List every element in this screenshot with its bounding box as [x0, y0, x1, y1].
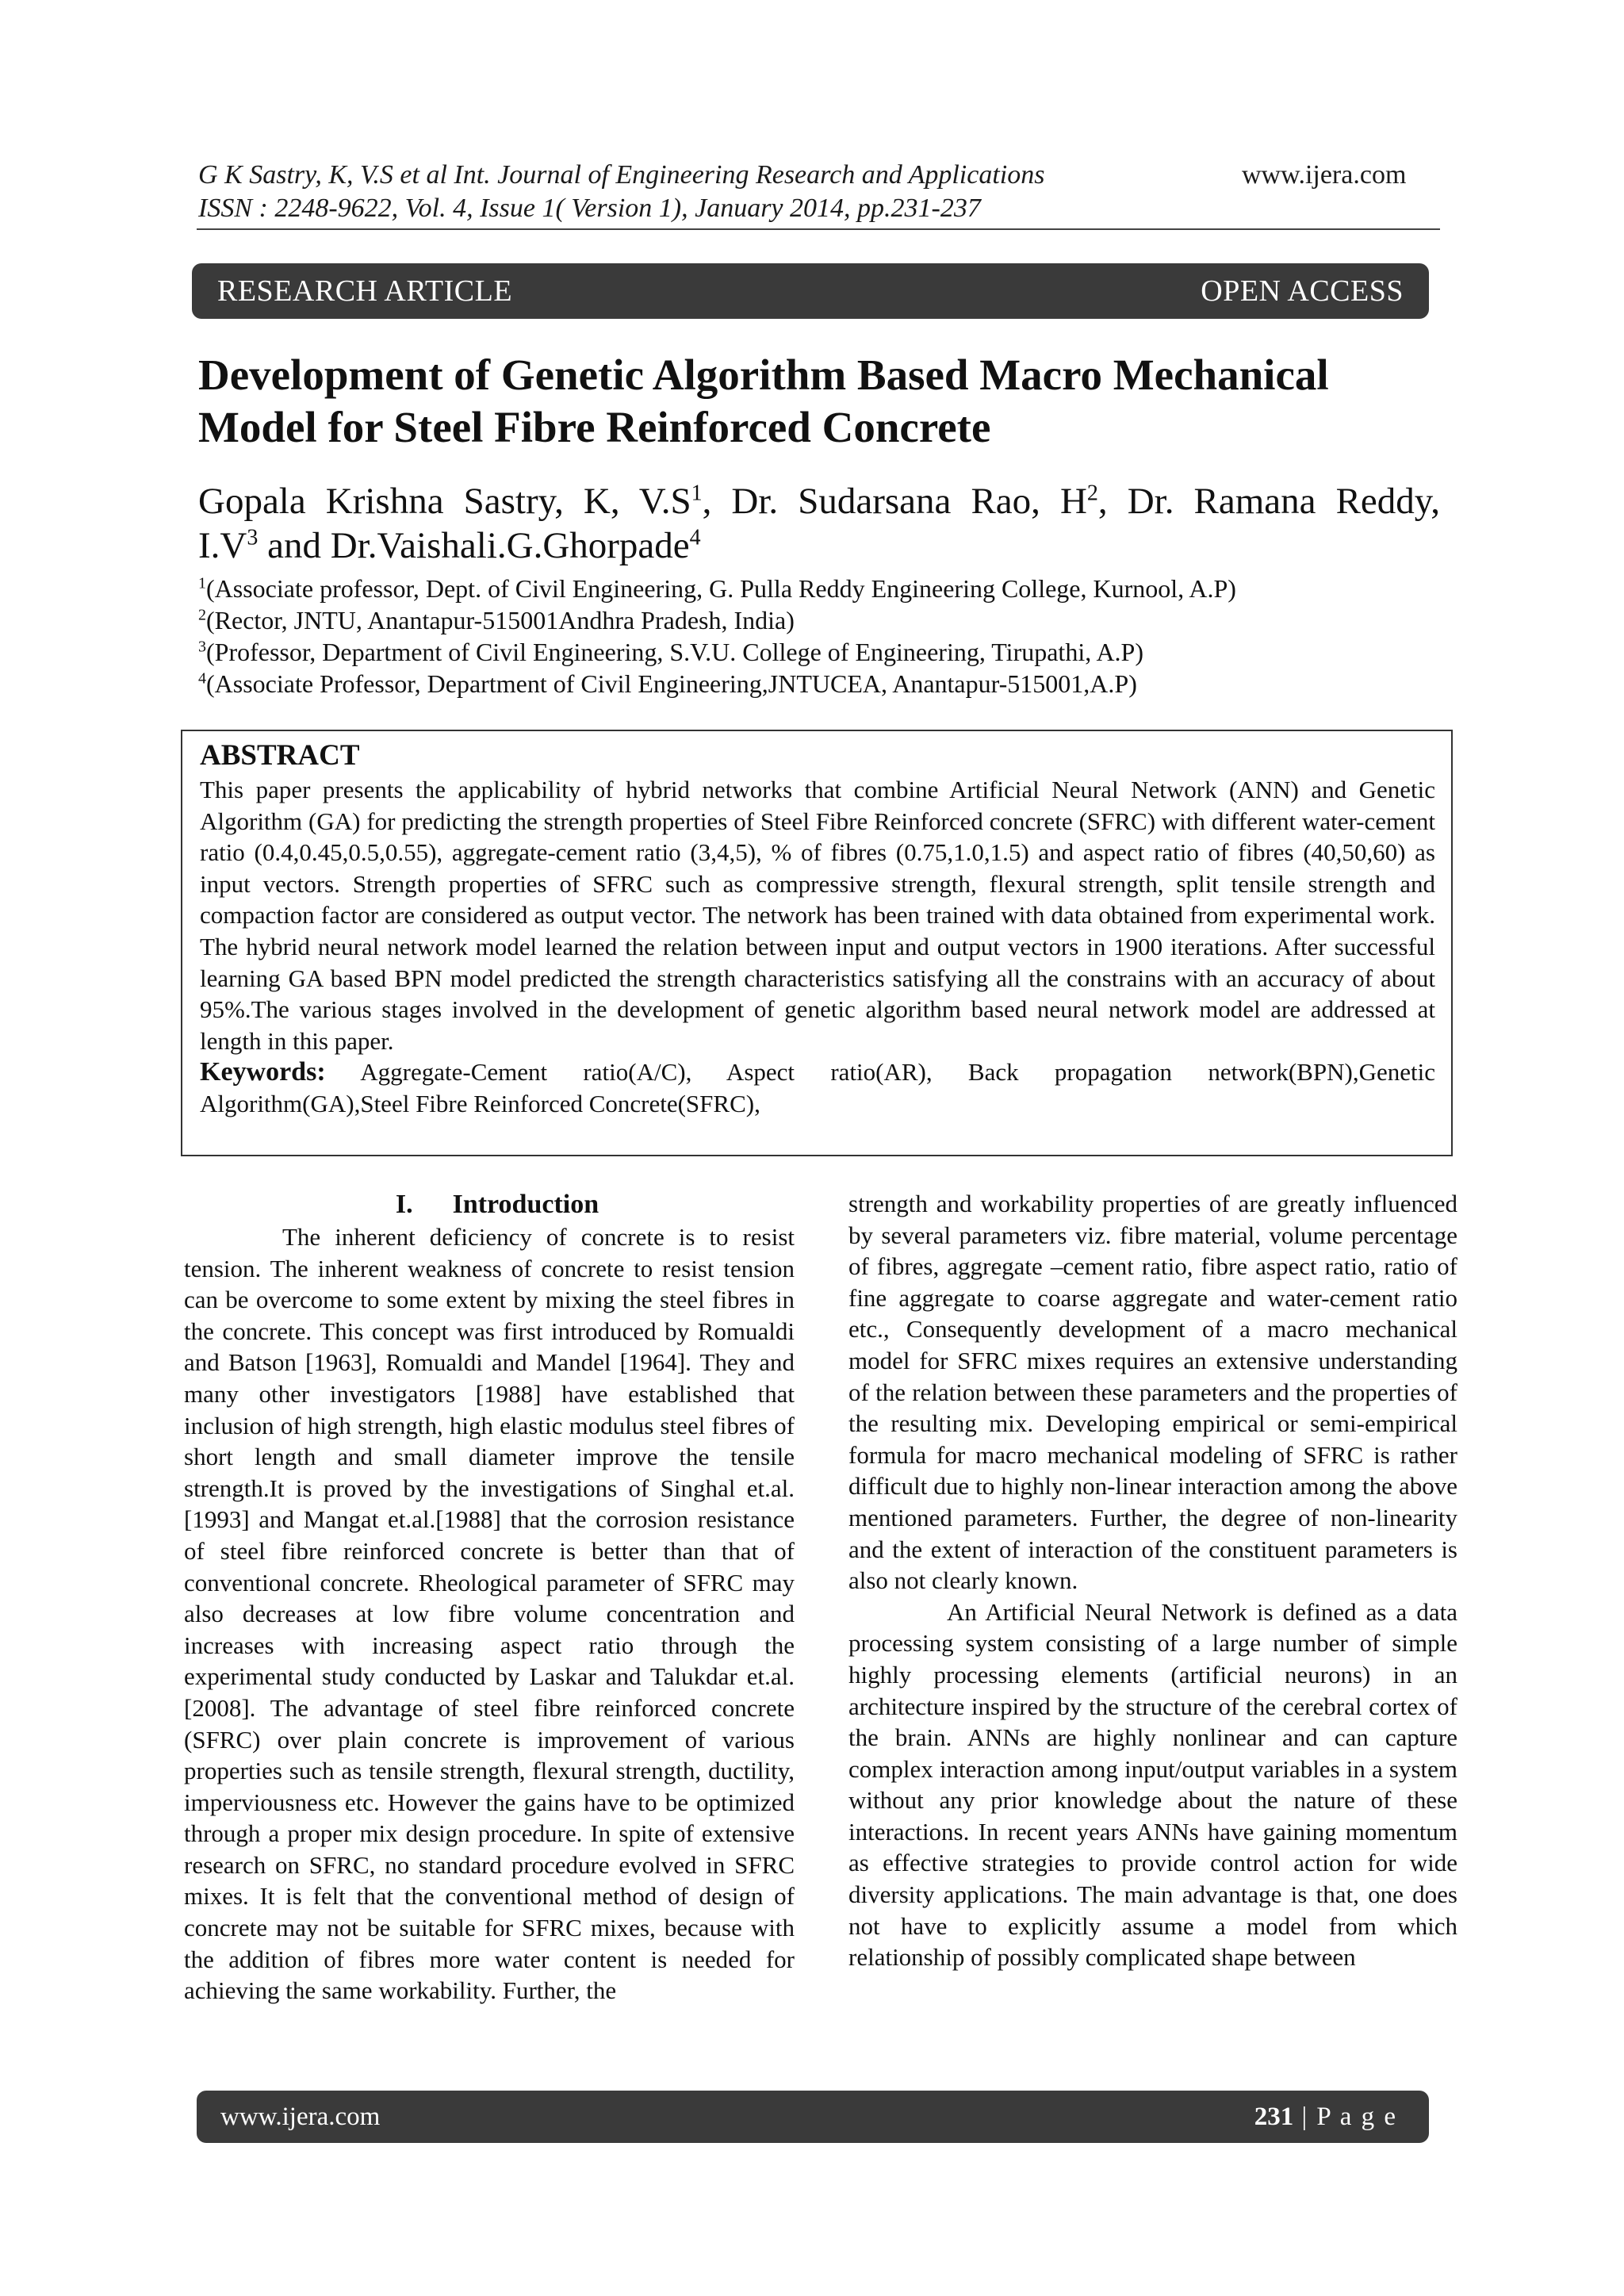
author-line2 [198, 525, 701, 566]
page-label: | P a g e [1293, 2102, 1397, 2131]
page-number: 231 [1254, 2102, 1294, 2131]
article-type-banner [192, 263, 1429, 319]
keywords-text: Aggregate-Cement ratio(A/C), Aspect ratio(AR), Back propagation network(BPN),Genetic Algorithm(GA),Steel Fibre Reinforced Concrete(SFRC), [200, 1058, 1435, 1117]
keywords-label: Keywords: [200, 1057, 326, 1087]
left-column [184, 1188, 795, 2007]
author-4: and Dr.Vaishali.G.Ghorpade [258, 525, 690, 566]
footer-url: www.ijera.com [220, 2102, 381, 2131]
author-2-affil-mark: 2 [1086, 481, 1098, 506]
paper-title-line2: Model for Steel Fibre Reinforced Concrete [198, 403, 991, 451]
section-title: Introduction [452, 1190, 599, 1219]
author-2: , Dr. Sudarsana Rao, H [702, 481, 1087, 522]
affiliation-number: 3 [198, 638, 206, 656]
section-heading [184, 1188, 795, 1221]
author-1-affil-mark: 1 [691, 481, 703, 506]
affiliation-item [198, 604, 1440, 636]
intro-paragraph-3: An Artificial Neural Network is defined as a data processing system consisting of a large number of simple highly processing elements (artificial neurons) in an architecture inspired by the structure of the cerebral cortex of the brain. ANNs are highly nonlinear and can capture complex interaction among input/output variables in a system without any prior knowledge about the nature of these interactions. In recent years ANNs have gaining momentum as effective strategies to provide control action for wide diversity applications. The main advantage is that, one does not have to explicitly assume a model from which relationship of possibly complicated shape between [848, 1597, 1457, 1972]
author-3-initials: I.V [198, 525, 247, 566]
affiliation-text: (Professor, Department of Civil Engineering, S.V.U. College of Engineering, Tirupathi, A.P) [206, 638, 1143, 666]
journal-citation-line2: ISSN : 2248-9622, Vol. 4, Issue 1( Version 1), January 2014, pp.231-237 [198, 194, 981, 223]
affiliation-number: 4 [198, 669, 206, 688]
affiliation-item [198, 573, 1440, 604]
affiliation-number: 1 [198, 574, 206, 592]
footer-page [1254, 2100, 1397, 2133]
paper-title-line1: Development of Genetic Algorithm Based Macro Mechanical [198, 351, 1329, 399]
research-article-label: RESEARCH ARTICLE [217, 274, 513, 308]
affiliation-item [198, 636, 1440, 668]
page-footer [197, 2091, 1429, 2143]
open-access-label: OPEN ACCESS [1201, 274, 1404, 308]
author-line1 [198, 479, 1440, 523]
keywords [200, 1056, 1435, 1119]
author-1: Gopala Krishna Sastry, K, V.S [198, 481, 691, 522]
header-url: www.ijera.com [1242, 160, 1407, 190]
intro-paragraph-1: The inherent deficiency of concrete is to resist tension. The inherent weakness of concrete to resist tension can be overcome to some extent by mixing the steel fibres in the concrete. This concept was first introduced by Romualdi and Batson [1963], Romualdi and Mandel [1964]. They and many other investigators [1988] have established that inclusion of high strength, high elastic modulus steel fibres of short length and small diameter improve the tensile strength.It is proved by the investigations of Singhal et.al. [1993] and Mangat et.al.[1988] that the corrosion resistance of steel fibre reinforced concrete is better than that of conventional concrete. Rheological parameter of SFRC may also decreases at low fibre volume concentration and increases with increasing aspect ratio through the experimental study conducted by Laskar and Talukdar et.al.[2008]. The advantage of steel fibre reinforced concrete (SFRC) over plain concrete is improvement of various properties such as tensile strength, flexural strength, ductility, imperviousness etc. However the gains have to be optimized through a proper mix design procedure. In spite of extensive research on SFRC, no standard procedure evolved in SFRC mixes. It is felt that the conventional method of design of concrete may not be suitable for SFRC mixes, because with the addition of fibres more water content is needed for achieving the same workability. Further, the [184, 1223, 795, 2005]
affiliation-number: 2 [198, 606, 206, 624]
header-rule [197, 228, 1440, 230]
affiliation-text: (Associate professor, Dept. of Civil Engineering, G. Pulla Reddy Engineering College, Kurnool, A.P) [206, 574, 1236, 603]
intro-paragraph-2: strength and workability properties of are greatly influenced by several parameters viz. fibre material, volume percentage of fibres, aggregate –cement ratio, fibre aspect ratio, ratio of fine aggregate to coarse aggregate and water-cement ratio etc., Consequently development of a macro mechanical model for SFRC mixes requires an extensive understanding of the relation between these parameters and the properties of the resulting mix. Developing empirical or semi-empirical formula for macro mechanical modeling of SFRC is rather difficult due to highly non-linear interaction among the above mentioned parameters. Further, the degree of non-linearity and the extent of interaction of the constituent parameters is also not clearly known. [848, 1190, 1457, 1595]
right-column [848, 1188, 1457, 1973]
abstract-text: This paper presents the applicability of hybrid networks that combine Artificial Neural Network (ANN) and Genetic Algorithm (GA) for predicting the strength properties of Steel Fibre Reinforced concrete (SFRC) with different water-cement ratio (0.4,0.45,0.5,0.55), aggregate-cement ratio (3,4,5), % of fibres (0.75,1.0,1.5) and aspect ratio of fibres (40,50,60) as input vectors. Strength properties of SFRC such as compressive strength, flexural strength, split tensile strength and compaction factor are considered as output vector. The network has been trained with data obtained from experimental work. The hybrid neural network model learned the relation between input and output vectors in 1900 iterations. After successful learning GA based BPN model predicted the strength characteristics satisfying all the constrains with an accuracy of about 95%.The various stages involved in the development of genetic algorithm based neural network model are addressed at length in this paper. [200, 776, 1435, 1055]
paper-title [198, 349, 1435, 454]
abstract-heading: ABSTRACT [200, 739, 360, 772]
author-3: , Dr. Ramana Reddy, [1097, 481, 1440, 522]
author-list [198, 479, 1440, 568]
journal-citation-line1: G K Sastry, K, V.S et al Int. Journal of Engineering Research and Applications [198, 160, 1045, 190]
affiliation-item [198, 668, 1440, 700]
author-4-affil-mark: 4 [689, 525, 701, 550]
affiliation-text: (Associate Professor, Department of Civil Engineering,JNTUCEA, Anantapur-515001,A.P) [206, 669, 1137, 698]
affiliation-text: (Rector, JNTU, Anantapur-515001Andhra Pradesh, India) [206, 606, 795, 634]
section-number: I. [395, 1190, 413, 1219]
abstract-box [181, 730, 1453, 1156]
author-3-affil-mark: 3 [247, 525, 259, 550]
affiliations [198, 573, 1440, 700]
